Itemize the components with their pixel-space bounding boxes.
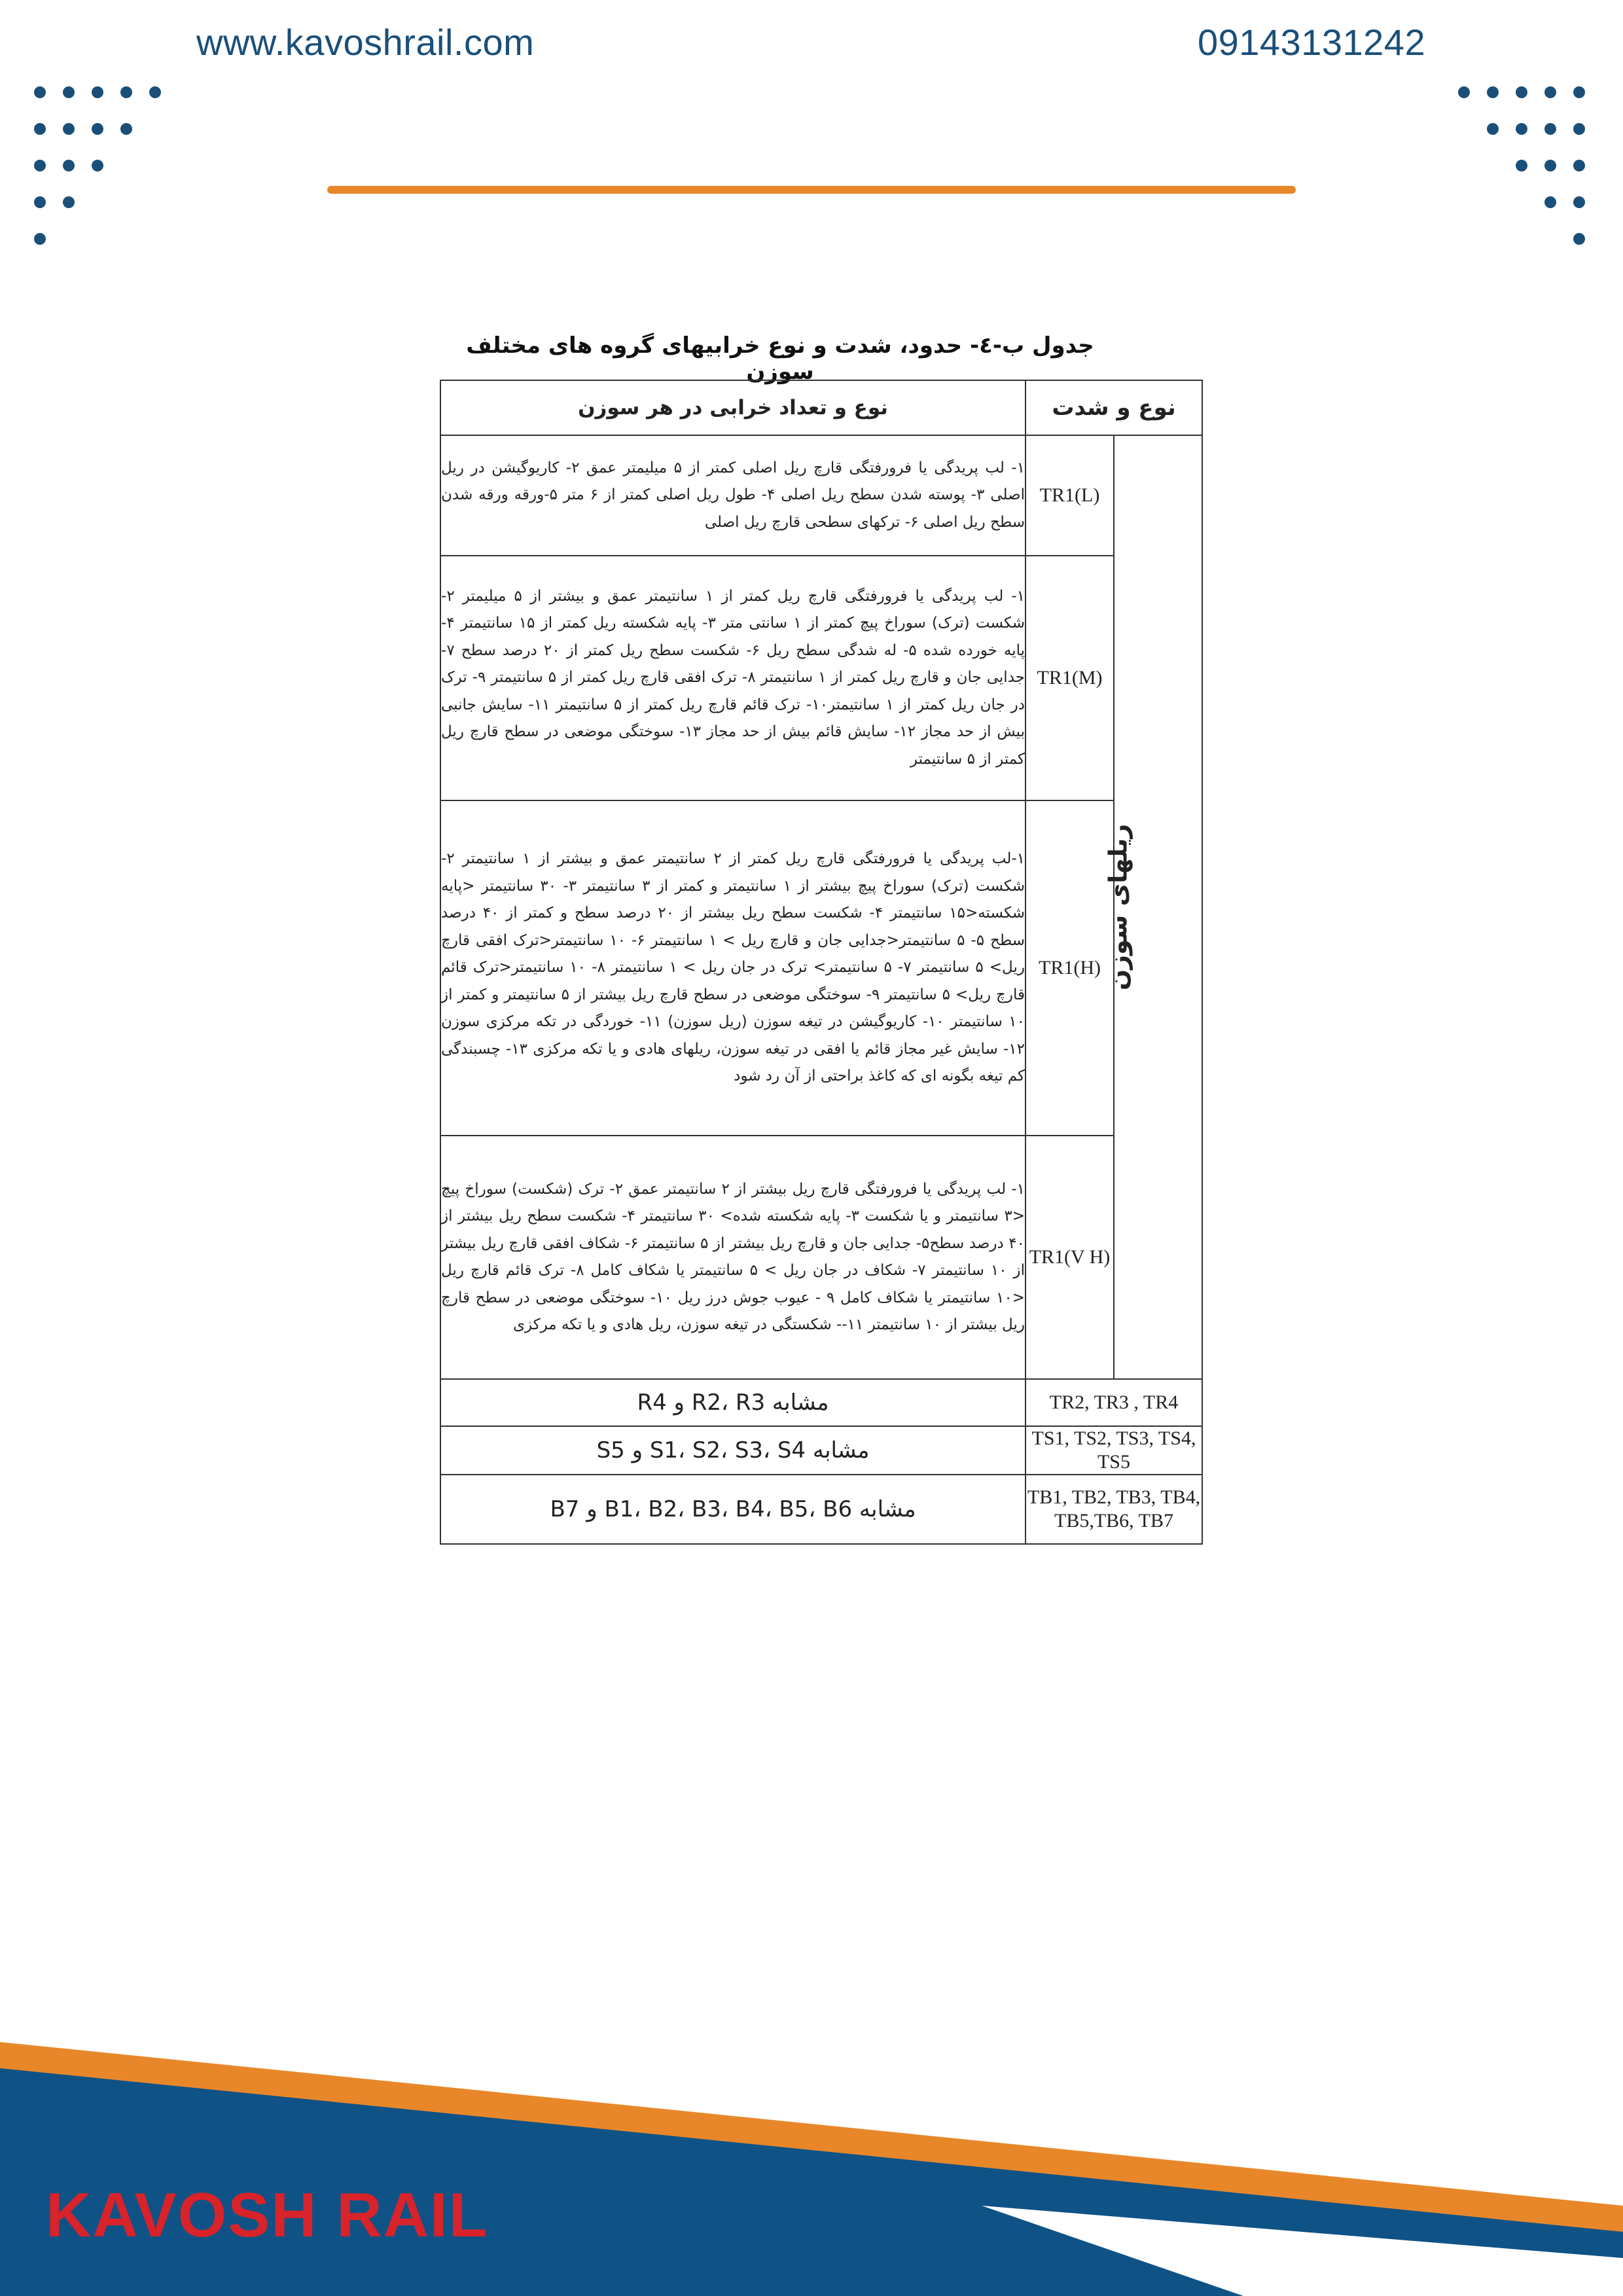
group-label: ریلهای سوزن: [1103, 823, 1133, 991]
table-row: [440, 556, 1202, 800]
phone-number[interactable]: 09143131242: [1198, 22, 1426, 63]
table-row: [440, 435, 1202, 556]
defect-description: ۱- لب پریدگی یا فرورفتگی قارچ ریل کمتر از ۱ سانتیمتر عمق و بیشتر از ۵ میلیمتر ۲- شکست (ترک) سوراخ پیچ کمتر از ۱ سانتی متر ۳- پایه شکسته ریل کمتر از ۱۵ سانتیمتر ۴- پایه خورده شده ۵- له شدگی سطح ریل ۶- شکست سطح ریل کمتر از ۲۰ درصد سطح ۷- جدایی جان و قارچ ریل کمتر از ۱ سانتیمتر ۸- ترک افقی قارچ ریل کمتر از ۵ سانتیمتر ۹- ترک در جان ریل کمتر از ۱ سانتیمتر۱۰- ترک قائم قارچ ریل کمتر از ۵ سانتیمتر ۱۱- سایش جانبی بیش از حد مجاز ۱۲- سایش قائم بیش از حد مجاز ۱۳- سوختگی موضعی در سطح قارچ ریل کمتر از ۵ سانتیمتر: [440, 556, 1026, 800]
decorative-dots-right: [1440, 79, 1597, 249]
severity-code: TR1(H): [1026, 800, 1114, 1136]
severity-code: TR1(M): [1026, 556, 1114, 800]
brand-name: KAVOSH RAIL: [46, 2180, 489, 2250]
defect-description: ۱- لب پریدگی یا فرورفتگی قارچ ریل اصلی کمتر از ۵ میلیمتر عمق ۲- کاریوگیشن در ریل اصلی ۳- پوسته شدن سطح ریل اصلی ۴- طول ریل اصلی کمتر از ۶ متر ۵-ورقه ورقه شدن سطح ریل اصلی ۶- ترکهای سطحی قارچ ریل اصلی: [440, 435, 1026, 556]
similar-label: مشابه B1، B2، B3، B4، B5، B6 و B7: [440, 1475, 1026, 1544]
header-description: نوع و تعداد خرابی در هر سوزن: [440, 380, 1026, 435]
table-row: [440, 1475, 1202, 1544]
table-row: [440, 800, 1202, 1136]
similar-label: مشابه R2، R3 و R4: [440, 1379, 1026, 1426]
severity-code: TR1(V H): [1026, 1136, 1114, 1379]
similar-codes: TB1, TB2, TB3, TB4, TB5,TB6, TB7: [1026, 1475, 1202, 1544]
footer-shapes: [0, 2042, 1623, 2296]
similar-codes: TR2, TR3 , TR4: [1026, 1379, 1202, 1426]
group-cell: [1103, 435, 1202, 1379]
table-title: جدول ب-٤- حدود، شدت و نوع خرابیهای گروه های مختلف سوزن: [466, 332, 1094, 385]
defect-description: ۱- لب پریدگی یا فرورفتگی قارچ ریل بیشتر از ۲ سانتیمتر عمق ۲- ترک (شکست) سوراخ پیچ <۳ سانتیمتر و یا شکست ۳- پایه شکسته شده> ۳۰ سانتیمتر ۴- شکست سطح ریل بیشتر از ۴۰ درصد سطح۵- جدایی جان و قارچ ریل بیشتر از ۵ سانتیمتر ۶- شکاف افقی قارچ ریل بیشتر از ۱۰ سانتیمتر ۷- شکاف در جان ریل > ۵ سانتیمتر یا شکاف کامل ۸- ترک قائم قارچ ریل <۱۰ سانتیمتر یا شکاف کامل ۹ - عیوب جوش درز ریل ۱۰- سوختگی موضعی در سطح قارچ ریل بیشتر از ۱۰ سانتیمتر ۱۱-- شکستگی در تیغه سوزن، ریل هادی و یا تکه مرکزی: [440, 1136, 1026, 1379]
severity-code: TR1(L): [1026, 435, 1114, 556]
header-type-severity: نوع و شدت: [1026, 380, 1202, 435]
footer-band: [0, 2042, 1623, 2296]
table-row: [440, 1426, 1202, 1475]
website-url[interactable]: www.kavoshrail.com: [196, 22, 535, 63]
defect-description: ۱-لب پریدگی یا فرورفتگی قارچ ریل کمتر از ۲ سانتیمتر عمق و بیشتر از ۱ سانتیمتر ۲- شکست (ترک) سوراخ پیچ بیشتر از ۱ سانتیمتر و کمتر از ۳ سانتیمتر ۳- ۳۰ سانتیمتر <پایه شکسته<۱۵ سانتیمتر ۴- شکست سطح ریل بیشتر از ۲۰ درصد سطح و کمتر از ۴۰ درصد سطح ۵- ۵ سانتیمتر<جدایی جان و قارچ ریل > ۱ سانتیمتر ۶- ۱۰ سانتیمتر<ترک افقی قارچ ریل> ۵ سانتیمتر ۷- ۵ سانتیمتر> ترک در جان ریل > ۱ سانتیمتر ۸- ۱۰ سانتیمتر<ترک قائم قارچ ریل> ۵ سانتیمتر ۹- سوختگی موضعی در سطح قارچ ریل بیشتر از ۵ سانتیمتر و کمتر از ۱۰ سانتیمتر ۱۰- کاریوگیشن در تیغه سوزن (ریل سوزن) ۱۱- خوردگی در تکه مرکزی سوزن ۱۲- سایش غیر مجاز قائم یا افقی در تیغه سوزن، ریلهای هادی و یا تکه مرکزی ۱۳- چسبندگی کم تیغه بگونه ای که کاغذ براحتی از آن رد شود: [440, 800, 1026, 1136]
table-row: [440, 1136, 1202, 1379]
defects-table: [440, 380, 1203, 1545]
similar-codes: TS1, TS2, TS3, TS4, TS5: [1026, 1426, 1202, 1475]
header-divider: [327, 186, 1296, 194]
table-row: [440, 1379, 1202, 1426]
decorative-dots-left: [26, 79, 183, 249]
similar-label: مشابه S1، S2، S3، S4 و S5: [440, 1426, 1026, 1475]
